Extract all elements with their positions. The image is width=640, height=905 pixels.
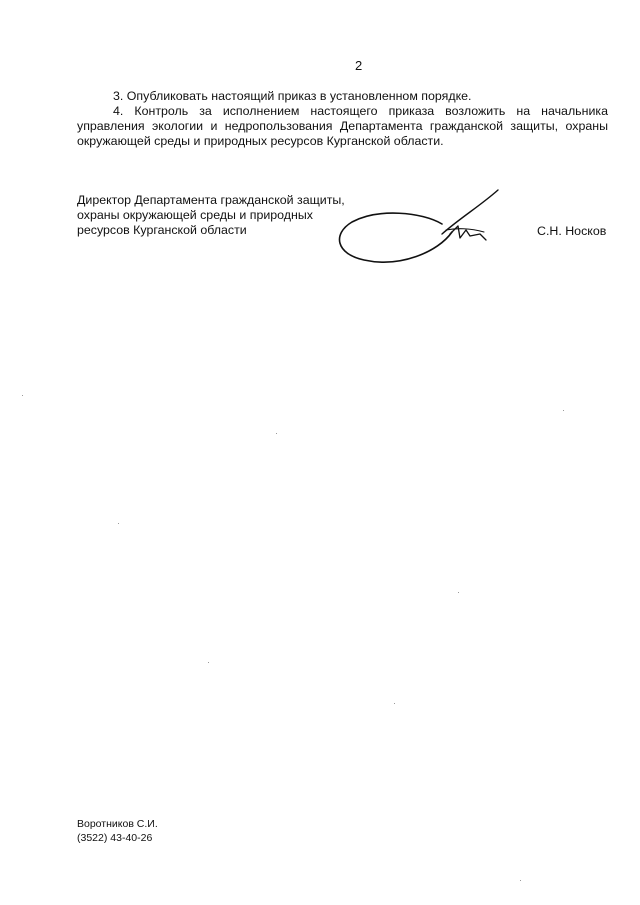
executor-footer — [77, 817, 158, 845]
position-line: ресурсов Курганской области — [77, 223, 247, 237]
paragraph-4-number: 4. — [113, 104, 124, 118]
page-number: 2 — [355, 58, 363, 73]
executor-phone: (3522) 43-40-26 — [77, 832, 153, 844]
scan-speck — [520, 880, 521, 881]
executor-name: Воротников С.И. — [77, 818, 158, 830]
position-line: охраны окружающей среды и природных — [77, 208, 313, 222]
scan-speck — [208, 662, 209, 663]
paragraph-3 — [77, 89, 608, 104]
position-line: Директор Департамента гражданской защиты, — [77, 193, 345, 207]
scan-speck — [118, 523, 119, 524]
scan-speck — [394, 703, 395, 704]
handwritten-signature — [330, 188, 500, 268]
scan-speck — [563, 410, 564, 411]
scan-speck — [458, 592, 459, 593]
scan-speck — [276, 433, 277, 434]
paragraph-3-text: Опубликовать настоящий приказ в установленном порядке. — [126, 89, 472, 103]
scan-speck — [22, 395, 23, 396]
paragraph-3-number: 3. — [113, 89, 124, 103]
paragraph-4 — [77, 104, 608, 149]
paragraph-4-text: Контроль за исполнением настоящего приказа возложить на начальника управления экологии и недропользования Департамента гражданской защиты, охраны окружающей среды и природных ресурсов Курганской области. — [77, 104, 608, 148]
signer-name: С.Н. Носков — [537, 224, 607, 238]
